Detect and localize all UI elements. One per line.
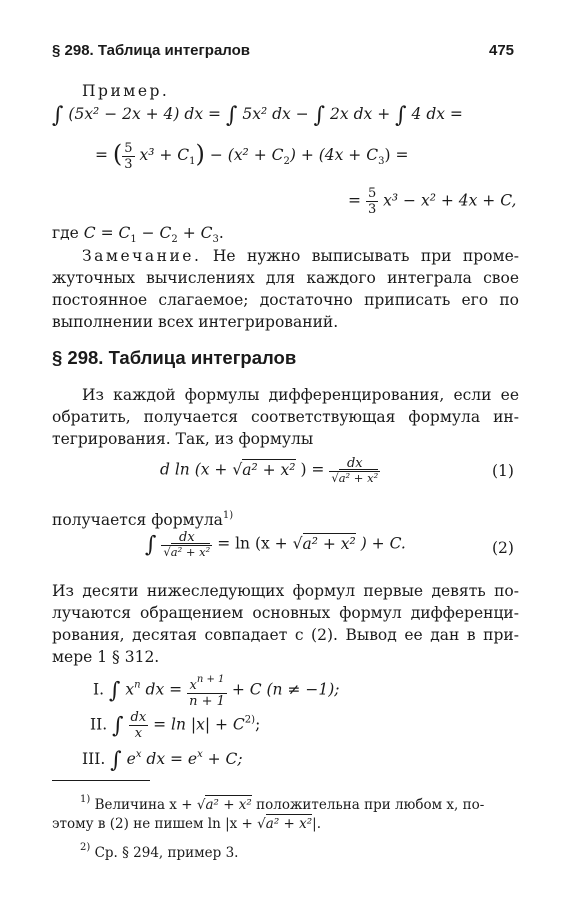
remark-line-1: Замечание. Не нужно выписывать при проме-	[82, 247, 519, 265]
para1-line-2: обратить, получается соответствующая формула ин-	[52, 408, 519, 426]
formula-1-number: (1)	[492, 462, 514, 480]
remark-label: Замечание.	[82, 247, 202, 265]
example-label: Пример.	[82, 82, 170, 100]
para2-line-1: Из десяти нижеследующих формул первые девять по-	[52, 582, 519, 600]
eq-a-lhs: (5x² − 2x + 4) dx	[68, 105, 204, 123]
para1-line-1: Из каждой формулы дифференцирования, если ее	[82, 386, 519, 404]
equation-line-c: = $\frac{5}{3}$ x³ − x² + 4x + C,	[348, 186, 517, 217]
footnote-1-line-1: $^{1)}$ Величина x + √a² + x² положительна при любом x, по-	[80, 794, 485, 813]
remark-line-2: жуточных вычислениях для каждого интеграла свое	[52, 269, 519, 287]
para1-line-3: тегрирования. Так, из формулы	[52, 430, 314, 448]
para2-line-4: мере 1 § 312.	[52, 648, 160, 666]
formula-2: ∫ $\frac{dx}{\text{√a² + x²}}$ = ln (x + √a² + x² ) + C.	[145, 530, 406, 559]
formula-1: d ln (x + √a² + x² ) = $\frac{dx}{\text{√a² + x²}}$	[160, 456, 379, 485]
footnote-ref-2[interactable]: 2)	[244, 714, 256, 726]
footnote-2: $^{2)}$ Ср. § 294, пример 3.	[80, 842, 239, 861]
where-line: где $C = C_1 - C_2 + C_3$.	[52, 224, 224, 245]
equation-line-a: ∫ (5x² − 2x + 4) dx = ∫ 5x² dx − ∫ 2x dx + ∫ 4 dx =	[52, 103, 463, 128]
page-number: 475	[489, 42, 515, 59]
remark-line-3: постоянное слагаемое; достаточно приписать его по	[52, 291, 519, 309]
equation-line-b: = ( $\frac{5}{3}$ $x^3 + C_1) - (x^2 + C_2) + (4x + C_3)$ =	[95, 140, 409, 172]
para2-line-3: рования, десятая совпадает с (2). Вывод ее дан в при-	[52, 626, 519, 644]
footnote-divider	[52, 780, 150, 781]
fraction-5-3: $\frac{5}{3}$	[124, 140, 133, 172]
formula-list-item-1: I. ∫ $x^n$ dx = $\frac{x^{n + 1}}{n + 1}$ + C (n ≠ −1);	[93, 674, 340, 709]
running-header: § 298. Таблица интегралов	[52, 42, 250, 59]
footnote-1-line-2: этому в (2) не пишем ln |x + √a² + x²|.	[52, 816, 322, 832]
footnote-ref-1[interactable]: 1)	[222, 510, 234, 521]
remark-line-4: выполнении всех интегрирований.	[52, 313, 339, 331]
formula-intro: получается формула$^{1)}$	[52, 510, 234, 529]
formula-list-item-2: II. ∫ $\frac{dx}{x}$ = $\ln |x| + C^{2)}$;	[90, 710, 261, 741]
formula-2-number: (2)	[492, 539, 514, 557]
para2-line-2: лучаются обращением основных формул дифференци-	[52, 604, 519, 622]
section-title: § 298. Таблица интегралов	[52, 347, 297, 368]
formula-list-item-3: III. ∫ $e^x$ dx = $e^x + C$;	[82, 748, 243, 773]
